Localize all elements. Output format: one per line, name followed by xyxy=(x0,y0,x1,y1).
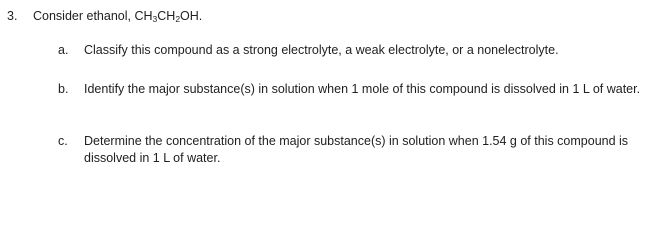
question-prompt xyxy=(33,8,202,25)
formula-subscript-3: 3 xyxy=(152,14,158,24)
question-text-before: Consider ethanol, CH xyxy=(33,9,153,23)
question-text-after: OH. xyxy=(180,9,203,23)
question-number: 3. xyxy=(7,9,18,23)
part-letter: a. xyxy=(58,43,69,57)
part-b xyxy=(58,81,650,98)
part-c xyxy=(58,133,650,167)
part-text: Classify this compound as a strong electrolyte, a weak electrolyte, or a nonelectrolyte. xyxy=(84,43,559,57)
question-text-mid: CH xyxy=(157,9,176,23)
part-letter: b. xyxy=(58,82,69,96)
formula-subscript-2: 2 xyxy=(175,14,181,24)
part-letter: c. xyxy=(58,134,68,148)
part-text: Determine the concentration of the major substance(s) in solution when 1.54 g of this compound is dissolved in 1 L of water. xyxy=(84,134,629,165)
part-a xyxy=(58,42,650,59)
part-text: Identify the major substance(s) in solution when 1 mole of this compound is dissolved in 1 L of water. xyxy=(84,82,641,96)
question-header xyxy=(7,8,202,25)
